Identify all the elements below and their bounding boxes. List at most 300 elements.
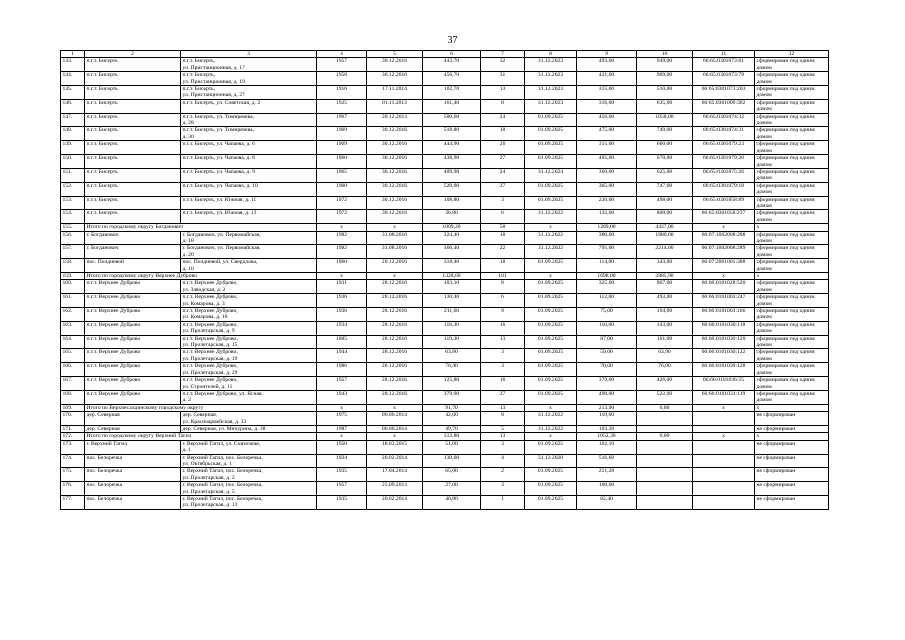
table-cell: п.г.т. Верхнее Дуброво, ул. Пролетарская, д. 29 <box>181 363 317 377</box>
table-cell: 66:66:0101030:120 <box>693 335 755 349</box>
table-cell: 30.12.2016 <box>367 72 423 86</box>
table-cell: 0,00 <box>637 404 693 411</box>
table-row <box>61 440 829 454</box>
table-cell: п.г.т. Верхнее Дуброво <box>85 294 181 308</box>
table-cell: 01.09.2025 <box>525 440 577 454</box>
table-cell: 28.12.2016 <box>367 349 423 363</box>
table-cell: сформирован под одним домом <box>755 349 829 363</box>
table-cell: 01.09.2025 <box>525 482 577 496</box>
table-cell: г. Верхний Тагил, пос. Белоречка, ул. Пролетарская, д. 13 <box>181 496 317 510</box>
table-cell: г. Верхний Тагил, пос. Белоречка, ул. Октябрьская, д. 1 <box>181 454 317 468</box>
table-cell: 28.12.2016 <box>367 363 423 377</box>
table-cell: п.г.т. Верхнее Дуброво, ул. Ясная, д. 2 <box>181 390 317 404</box>
table-cell: 380,00 <box>577 231 637 245</box>
table-cell: 1058,00 <box>637 113 693 127</box>
table-cell: п.г.т. Бисерть, ул. Чапаева, д. 9 <box>181 168 317 182</box>
table-cell: п.г.т. Верхнее Дуброво <box>85 308 181 322</box>
table-cell: 370,00 <box>577 377 637 391</box>
table-cell: 18 <box>481 259 525 273</box>
table-cell: 20.12.2013 <box>367 113 423 127</box>
table-cell: 66:65:0301009:302 <box>693 99 755 113</box>
table-cell: 20.12.2016 <box>367 259 423 273</box>
table-cell: х <box>755 404 829 411</box>
table-cell: 1975 <box>317 412 367 426</box>
table-cell: 1 <box>481 496 525 510</box>
table-cell: г. Верхний Тагил, пос. Белоречка, ул. Пролетарская, д. 2 <box>181 468 317 482</box>
table-cell: 118,30 <box>423 321 481 335</box>
table-cell: п.г.т. Бисерть <box>85 196 181 210</box>
table-cell: 66:07:1002008:288 <box>693 231 755 245</box>
table-cell <box>637 496 693 510</box>
table-cell: 01.09.2025 <box>525 141 577 155</box>
table-cell: г. Богданович <box>85 245 181 259</box>
table-cell: 1958 <box>317 72 367 86</box>
table-cell: х <box>755 433 829 440</box>
table-cell: 151. <box>61 168 85 182</box>
table-row <box>61 482 829 496</box>
table-cell: 110,00 <box>577 321 637 335</box>
table-cell: сформирован под одним домом <box>755 280 829 294</box>
table-cell: 161,40 <box>423 99 481 113</box>
table-cell: 01.09.2025 <box>525 377 577 391</box>
table-cell: 166. <box>61 363 85 377</box>
table-cell: 1972 <box>317 210 367 224</box>
table-cell: 177. <box>61 496 85 510</box>
table-cell: х <box>317 224 367 231</box>
table-cell: 100,00 <box>577 482 637 496</box>
table-cell: 3 <box>481 440 525 454</box>
table-cell: сформирован под одним домом <box>755 231 829 245</box>
table-row <box>61 259 829 273</box>
table-cell: 31.12.2022 <box>525 210 577 224</box>
table-cell: 66:66:0101036:25 <box>693 377 755 391</box>
table-cell: 421,00 <box>577 72 637 86</box>
column-number-header: 11 <box>693 51 755 58</box>
column-number-header: 5 <box>367 51 423 58</box>
table-cell: сформирован под одним домом <box>755 259 829 273</box>
table-cell: 168. <box>61 390 85 404</box>
table-cell: 157. <box>61 245 85 259</box>
table-cell: 66:65:0301079:23 <box>693 141 755 155</box>
table-row <box>61 390 829 404</box>
table-cell: 31.12.2022 <box>525 412 577 426</box>
table-cell: 66:66:0101003:166 <box>693 308 755 322</box>
table-cell: 1052,30 <box>577 433 637 440</box>
table-row <box>61 377 829 391</box>
table-cell: 27,00 <box>423 482 481 496</box>
table-row <box>61 231 829 245</box>
table-cell: 8 <box>481 280 525 294</box>
table-cell: х <box>693 404 755 411</box>
table-cell: 01.09.2025 <box>525 390 577 404</box>
table-cell: 31.12.2020 <box>525 454 577 468</box>
table-cell: 1982 <box>317 231 367 245</box>
table-cell: 747,00 <box>637 182 693 196</box>
table-cell: 148. <box>61 127 85 141</box>
table-cell: 108,80 <box>423 196 481 210</box>
table-cell: г. Богданович, ул. Первомайская, д. 18 <box>181 231 317 245</box>
table-cell: сформирован под одним домом <box>755 245 829 259</box>
table-cell: 1885 <box>317 335 367 349</box>
table-cell: 30.12.2016 <box>367 58 423 72</box>
table-cell: 2214,00 <box>637 245 693 259</box>
table-cell: 749,00 <box>637 127 693 141</box>
table-cell: 1987 <box>317 425 367 432</box>
table-cell: х <box>693 224 755 231</box>
table-cell: 24 <box>481 168 525 182</box>
table-cell: п.г.т. Верхнее Дуброво <box>85 280 181 294</box>
table-cell: п.г.т. Верхнее Дуброво <box>85 349 181 363</box>
table-cell: 28.12.2016 <box>367 280 423 294</box>
table-cell: 01.09.2025 <box>525 155 577 169</box>
table-cell: п.г.т. Бисерть <box>85 210 181 224</box>
table-cell: 154. <box>61 210 85 224</box>
table-cell: 475,00 <box>577 127 637 141</box>
table-cell: 66:07:2001001:388 <box>693 259 755 273</box>
table-cell: 87,00 <box>577 335 637 349</box>
table-cell: х <box>317 404 367 411</box>
table-cell: 660,00 <box>637 141 693 155</box>
table-cell: 76,40 <box>423 363 481 377</box>
table-cell: х <box>693 273 755 280</box>
table-cell: 06.06.2014 <box>367 425 423 432</box>
table-cell: сформирован под одним домом <box>755 377 829 391</box>
table-cell: 3 <box>481 196 525 210</box>
table-cell: 22 <box>481 245 525 259</box>
table-cell: сформирован под одним домом <box>755 390 829 404</box>
table-row <box>61 224 829 231</box>
column-number-header: 10 <box>637 51 693 58</box>
table-cell: п.г.т. Верхнее Дуброво, ул. Пролетарская, д. 15 <box>181 335 317 349</box>
table-cell: 1936 <box>317 308 367 322</box>
table-cell: не сформирован <box>755 454 829 468</box>
table-cell: 31.12.2024 <box>525 168 577 182</box>
table-cell: г. Верхний Тагил, ул. Совхозная, д. 1 <box>181 440 317 454</box>
table-row <box>61 141 829 155</box>
table-cell: 20.02.2014 <box>367 496 423 510</box>
table-cell: х <box>693 433 755 440</box>
table-cell: 66:65:0301058:237 <box>693 210 755 224</box>
table-row <box>61 127 829 141</box>
table-cell: 169. <box>61 404 85 411</box>
table-cell: 66:66:0101030:128 <box>693 363 755 377</box>
table-cell: 49,70 <box>423 425 481 432</box>
table-cell: 170. <box>61 412 85 426</box>
table-cell: 66:66:0101003:247 <box>693 294 755 308</box>
table-cell: 158. <box>61 259 85 273</box>
table-cell: 28.12.2016 <box>367 377 423 391</box>
table-cell: 909,00 <box>637 72 693 86</box>
table-cell: 01.09.2025 <box>525 113 577 127</box>
table-cell: 211,60 <box>423 308 481 322</box>
table-cell: 0,00 <box>637 433 693 440</box>
table-cell: 149. <box>61 141 85 155</box>
table-cell: 144. <box>61 72 85 86</box>
table-row <box>61 86 829 100</box>
table-cell: 1009,20 <box>423 224 481 231</box>
table-cell: 409,90 <box>423 168 481 182</box>
table-cell <box>693 412 755 426</box>
table-cell: пос. Белоречка <box>85 468 181 482</box>
table-row <box>61 468 829 482</box>
table-cell: 176. <box>61 482 85 496</box>
table-cell: 1957 <box>317 482 367 496</box>
table-row <box>61 363 829 377</box>
table-cell: 143,00 <box>637 321 693 335</box>
table-row <box>61 321 829 335</box>
table-cell: 31.12.2023 <box>525 72 577 86</box>
table-cell: 426,00 <box>637 377 693 391</box>
table-cell: 31 <box>481 72 525 86</box>
table-row <box>61 496 829 510</box>
table-cell: 315,00 <box>577 141 637 155</box>
table-cell: 1935 <box>317 468 367 482</box>
table-row <box>61 294 829 308</box>
table-cell: 1965 <box>317 168 367 182</box>
table-cell <box>637 440 693 454</box>
table-row <box>61 196 829 210</box>
table-cell: 59,00 <box>577 349 637 363</box>
table-cell: 213,90 <box>577 404 637 411</box>
table-cell <box>693 454 755 468</box>
table-cell: 66:65:0301074:31 <box>693 127 755 141</box>
table-cell: пос. Полдневой <box>85 259 181 273</box>
table-cell: 125,80 <box>423 377 481 391</box>
table-cell: 20.02.2014 <box>367 454 423 468</box>
table-cell: 63,80 <box>423 349 481 363</box>
table-cell: х <box>755 224 829 231</box>
table-cell: п.г.т. Бисерть <box>85 141 181 155</box>
table-cell: 522,00 <box>637 390 693 404</box>
table-cell: пос. Белоречка <box>85 454 181 468</box>
table-cell: п.г.т. Бисерть, ул. Пристанционная, д. 27 <box>181 86 317 100</box>
table-cell: 949,00 <box>637 58 693 72</box>
table-cell: 315,00 <box>577 86 637 100</box>
table-cell: 1328,60 <box>423 273 481 280</box>
table-cell: 66:66:0101031:119 <box>693 390 755 404</box>
table-cell: 1943 <box>317 390 367 404</box>
table-cell: 1957 <box>317 58 367 72</box>
table-cell: п.г.т. Бисерть, ул. Пристанционная, д. 17 <box>181 58 317 72</box>
table-cell: 510,00 <box>637 86 693 100</box>
table-cell: 42,00 <box>423 412 481 426</box>
table-cell: 795,00 <box>577 245 637 259</box>
table-cell: 28.12.2016 <box>367 294 423 308</box>
table-cell: п.г.т. Бисерть <box>85 99 181 113</box>
table-cell: 66:65:0301079:18 <box>693 182 755 196</box>
table-cell: 102,10 <box>577 440 637 454</box>
table-cell: 31.08.2016 <box>367 245 423 259</box>
table-cell: 1986 <box>317 363 367 377</box>
table-cell: 66:65:0301073:203 <box>693 86 755 100</box>
table-cell: 66:07:1002008:289 <box>693 245 755 259</box>
table-cell: 130,00 <box>423 454 481 468</box>
column-number-header: 12 <box>755 51 829 58</box>
table-cell: 01.09.2025 <box>525 280 577 294</box>
table-cell: 360,00 <box>577 168 637 182</box>
table-cell: 164. <box>61 335 85 349</box>
table-cell <box>693 468 755 482</box>
table-cell: 147. <box>61 113 85 127</box>
table-cell: пос. Белоречка <box>85 482 181 496</box>
table-cell: п.г.т. Бисерть, ул. Чапаева, д. 8 <box>181 155 317 169</box>
table-cell: сформирован под одним домом <box>755 335 829 349</box>
table-cell: сформирован под одним домом <box>755 127 829 141</box>
table-cell: 13 <box>481 404 525 411</box>
table-cell: 27 <box>481 182 525 196</box>
table-cell <box>637 412 693 426</box>
table-cell: п.г.т. Верхнее Дуброво <box>85 363 181 377</box>
table-cell: х <box>367 224 423 231</box>
table-cell: 171. <box>61 425 85 432</box>
table-cell: 4437,00 <box>637 224 693 231</box>
table-cell: 325,00 <box>577 280 637 294</box>
table-cell: 01.09.2025 <box>525 196 577 210</box>
table-cell: 01.09.2025 <box>525 294 577 308</box>
table-cell: 01.09.2025 <box>525 321 577 335</box>
table-cell: х <box>525 404 577 411</box>
table-row <box>61 349 829 363</box>
table-cell: х <box>525 433 577 440</box>
table-cell: п.г.т. Верхнее Дуброво, ул. Заводская, д. 2 <box>181 280 317 294</box>
table-cell: 40,80 <box>423 496 481 510</box>
table-cell: 18.03.2015 <box>367 440 423 454</box>
table-row <box>61 72 829 86</box>
table-cell: 800,00 <box>637 210 693 224</box>
table-cell: п.г.т. Верхнее Дуброво <box>85 335 181 349</box>
table-cell: 366,40 <box>423 245 481 259</box>
table-row <box>61 308 829 322</box>
table-cell: 103,10 <box>423 280 481 294</box>
table-cell: п.г.т. Бисерть <box>85 168 181 182</box>
table-cell: 520,00 <box>423 182 481 196</box>
table-cell: 66:65:0301074:32 <box>693 113 755 127</box>
table-cell: г. Богданович, ул. Первомайская, д. 20 <box>181 245 317 259</box>
table-cell: 456,00 <box>577 113 637 127</box>
table-cell: х <box>525 273 577 280</box>
table-cell: 17.04.2014 <box>367 468 423 482</box>
table-cell: 3 <box>481 482 525 496</box>
table-cell: сформирован под одним домом <box>755 99 829 113</box>
table-cell: 31.12.2023 <box>525 58 577 72</box>
table-cell: сформирован под одним домом <box>755 72 829 86</box>
table-cell: 130,40 <box>423 294 481 308</box>
table-cell: 5 <box>481 425 525 432</box>
table-cell: 405,00 <box>577 155 637 169</box>
table-cell: сформирован под одним домом <box>755 210 829 224</box>
table-cell: 1925 <box>317 99 367 113</box>
table-cell <box>693 425 755 432</box>
table-cell: Итого по городскому округу Богданович <box>85 224 317 231</box>
table-cell: 1967 <box>317 113 367 127</box>
table-cell: 443,70 <box>423 58 481 72</box>
table-cell: п.г.т. Верхнее Дуброво <box>85 321 181 335</box>
table-cell: 1289,00 <box>577 224 637 231</box>
table-cell: 2885,90 <box>637 273 693 280</box>
table-cell: 318,40 <box>423 259 481 273</box>
table-cell: сформирован под одним домом <box>755 308 829 322</box>
table-cell: 438,90 <box>423 155 481 169</box>
table-row <box>61 454 829 468</box>
table-cell: п.г.т. Верхнее Дуброво <box>85 377 181 391</box>
table-cell: 30.12.2016 <box>367 196 423 210</box>
table-cell: 155. <box>61 224 85 231</box>
table-row <box>61 433 829 440</box>
table-cell: 112,00 <box>577 294 637 308</box>
table-cell: 28.12.2016 <box>367 321 423 335</box>
table-cell: 1969 <box>317 141 367 155</box>
table-cell: 63,90 <box>637 349 693 363</box>
table-cell: х <box>367 273 423 280</box>
table-cell: г. Верхний Тагил, пос. Белоречка, ул. Пролетарская, д. 5 <box>181 482 317 496</box>
table-cell: п.г.т. Бисерть <box>85 86 181 100</box>
table-cell: 110,60 <box>577 412 637 426</box>
table-cell: 01.09.2025 <box>525 182 577 196</box>
table-row <box>61 155 829 169</box>
table-cell: п.г.т. Бисерть, ул. Южная, д. 13 <box>181 210 317 224</box>
table-cell: 175. <box>61 468 85 482</box>
table-cell: сформирован под одним домом <box>755 182 829 196</box>
table-cell: х <box>755 273 829 280</box>
table-cell: 27 <box>481 390 525 404</box>
table-cell: п.г.т. Бисерть, ул. Чапаева, д. 10 <box>181 182 317 196</box>
table-cell: 66:65:0301073:79 <box>693 72 755 86</box>
column-number-header: 6 <box>423 51 481 58</box>
table-cell: 28.12.2016 <box>367 308 423 322</box>
table-cell: дер. Северная, ул. Мичурина, д. 38 <box>181 425 317 432</box>
table-cell: 194,00 <box>637 308 693 322</box>
table-cell: не сформирован <box>755 412 829 426</box>
table-cell: 625,00 <box>637 168 693 182</box>
table-cell: 162. <box>61 308 85 322</box>
table-cell: п.г.т. Бисерть <box>85 155 181 169</box>
table-cell: Итого по городскому округу Верхнее Дуброво <box>85 273 317 280</box>
table-cell: 3 <box>481 349 525 363</box>
table-cell: 516,60 <box>577 454 637 468</box>
table-cell: 1950 <box>317 440 367 454</box>
table-row <box>61 113 829 127</box>
table-cell <box>693 482 755 496</box>
table-cell: Итого по городскому округу Верхний Тагил <box>85 433 317 440</box>
table-cell <box>693 440 755 454</box>
table-cell: 66:65:0301079:20 <box>693 155 755 169</box>
table-cell: 518,80 <box>423 127 481 141</box>
table-cell <box>637 454 693 468</box>
table-cell: пос. Полдневой, ул. Свердлова, д. 10 <box>181 259 317 273</box>
table-cell: 1934 <box>317 321 367 335</box>
table-cell: 165. <box>61 349 85 363</box>
table-cell: 32 <box>481 58 525 72</box>
table-cell: п.г.т. Бисерть, ул. Тимирязева, д. 30 <box>181 127 317 141</box>
table-cell: 01.09.2025 <box>525 308 577 322</box>
table-cell: 2 <box>481 468 525 482</box>
table-cell: Итого по Верхнесалдинскому городскому округу <box>85 404 317 411</box>
table-cell: 66:66:0101028:520 <box>693 280 755 294</box>
table-cell: 4 <box>481 454 525 468</box>
table-cell: пос. Белоречка <box>85 496 181 510</box>
table-cell: дер. Северная <box>85 425 181 432</box>
table-cell: 31.08.2016 <box>367 231 423 245</box>
table-cell: 36,80 <box>423 210 481 224</box>
table-cell: г. Верхний Тагил <box>85 440 181 454</box>
header-row <box>61 51 829 58</box>
table-cell: 18 <box>481 127 525 141</box>
table-cell: 1960 <box>317 155 367 169</box>
table-cell: 24 <box>481 113 525 127</box>
table-cell: 1880,00 <box>637 231 693 245</box>
table-row <box>61 245 829 259</box>
table-cell: 91,70 <box>423 404 481 411</box>
